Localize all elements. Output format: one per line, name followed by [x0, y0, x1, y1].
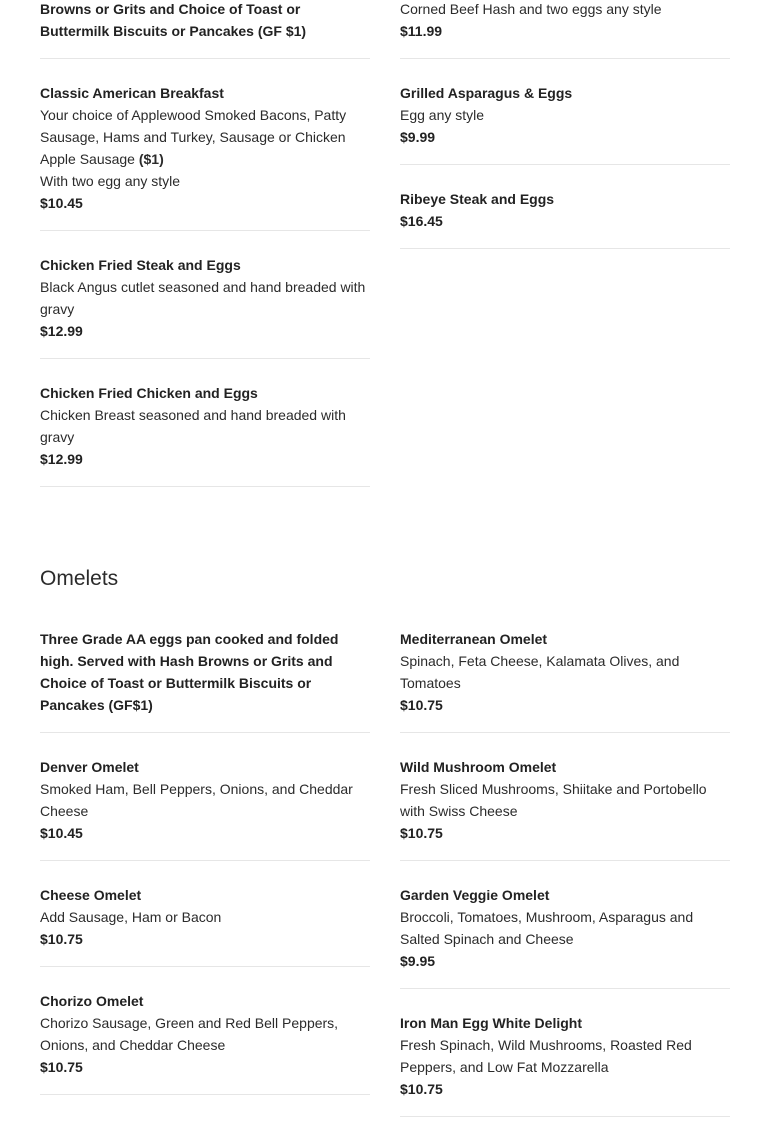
- item-description: Fresh Spinach, Wild Mushrooms, Roasted Red Peppers, and Low Fat Mozzarella: [400, 1037, 692, 1075]
- item-price: $12.99: [40, 451, 83, 467]
- item-name: Grilled Asparagus & Eggs: [400, 85, 573, 101]
- item-name: Ribeye Steak and Eggs: [400, 191, 555, 207]
- item-price: $10.45: [40, 825, 83, 841]
- item-name: Chorizo Omelet: [40, 993, 144, 1009]
- item-price: $10.75: [400, 1081, 443, 1097]
- menu-item: [40, 382, 370, 487]
- menu-item: [40, 990, 370, 1095]
- item-description: Broccoli, Tomatoes, Mushroom, Asparagus and Salted Spinach and Cheese: [400, 909, 694, 947]
- item-price: $10.45: [40, 195, 83, 211]
- item-name: Denver Omelet: [40, 759, 139, 775]
- item-price: $10.75: [400, 825, 443, 841]
- item-description: [40, 104, 370, 170]
- item-price: $10.75: [400, 697, 443, 713]
- menu-item: [400, 188, 730, 249]
- menu-item: [400, 756, 730, 861]
- breakfast-right-column: [400, 0, 730, 272]
- menu-item: [40, 0, 370, 59]
- item-description: Add Sausage, Ham or Bacon: [40, 909, 222, 925]
- item-price: $9.95: [400, 953, 436, 969]
- item-name: Mediterranean Omelet: [400, 631, 548, 647]
- item-name: Wild Mushroom Omelet: [400, 759, 557, 775]
- item-description-text: Your choice of Applewood Smoked Bacons, Patty Sausage, Hams and Turkey, Sausage or Chicken Apple Sausage: [40, 107, 347, 167]
- item-price: $10.75: [40, 931, 83, 947]
- item-upcharge: ($1): [138, 151, 164, 167]
- menu-item: [400, 82, 730, 165]
- item-name: Chicken Fried Steak and Eggs: [40, 257, 241, 273]
- item-price: $16.45: [400, 213, 443, 229]
- item-name: Garden Veggie Omelet: [400, 887, 550, 903]
- menu-item: [40, 82, 370, 231]
- menu-item: [40, 628, 370, 733]
- menu-item: [400, 628, 730, 733]
- menu-item: [400, 1012, 730, 1117]
- section-intro: Three Grade AA eggs pan cooked and folded high. Served with Hash Browns or Grits and Choice of Toast or Buttermilk Biscuits or Pancakes (GF$1): [40, 631, 339, 713]
- item-description: Corned Beef Hash and two eggs any style: [400, 1, 662, 17]
- item-name: Classic American Breakfast: [40, 85, 224, 101]
- item-description: Chicken Breast seasoned and hand breaded with gravy: [40, 407, 346, 445]
- breakfast-left-column: [40, 0, 370, 510]
- item-price: $11.99: [400, 23, 443, 39]
- section-title-omelets: Omelets: [40, 567, 119, 591]
- item-price: $9.99: [400, 129, 436, 145]
- item-description: Chorizo Sausage, Green and Red Bell Peppers, Onions, and Cheddar Cheese: [40, 1015, 339, 1053]
- item-note: With two egg any style: [40, 173, 181, 189]
- omelets-right-column: [400, 628, 730, 1140]
- menu-item: [40, 756, 370, 861]
- menu-item: [400, 884, 730, 989]
- item-description: Egg any style: [400, 107, 485, 123]
- item-description: Spinach, Feta Cheese, Kalamata Olives, and Tomatoes: [400, 653, 680, 691]
- item-price: $12.99: [40, 323, 83, 339]
- menu-item: [40, 884, 370, 967]
- item-price: $10.75: [40, 1059, 83, 1075]
- item-description: Fresh Sliced Mushrooms, Shiitake and Portobello with Swiss Cheese: [400, 781, 707, 819]
- menu-item: [40, 254, 370, 359]
- menu-item: [400, 0, 730, 59]
- item-name: Chicken Fried Chicken and Eggs: [40, 385, 258, 401]
- omelets-left-column: [40, 628, 370, 1118]
- item-description: Smoked Ham, Bell Peppers, Onions, and Cheddar Cheese: [40, 781, 353, 819]
- item-description-bold: Browns or Grits and Choice of Toast or Buttermilk Biscuits or Pancakes (GF $1): [40, 1, 307, 39]
- item-name: Cheese Omelet: [40, 887, 142, 903]
- item-description: Black Angus cutlet seasoned and hand breaded with gravy: [40, 279, 366, 317]
- item-name: Iron Man Egg White Delight: [400, 1015, 582, 1031]
